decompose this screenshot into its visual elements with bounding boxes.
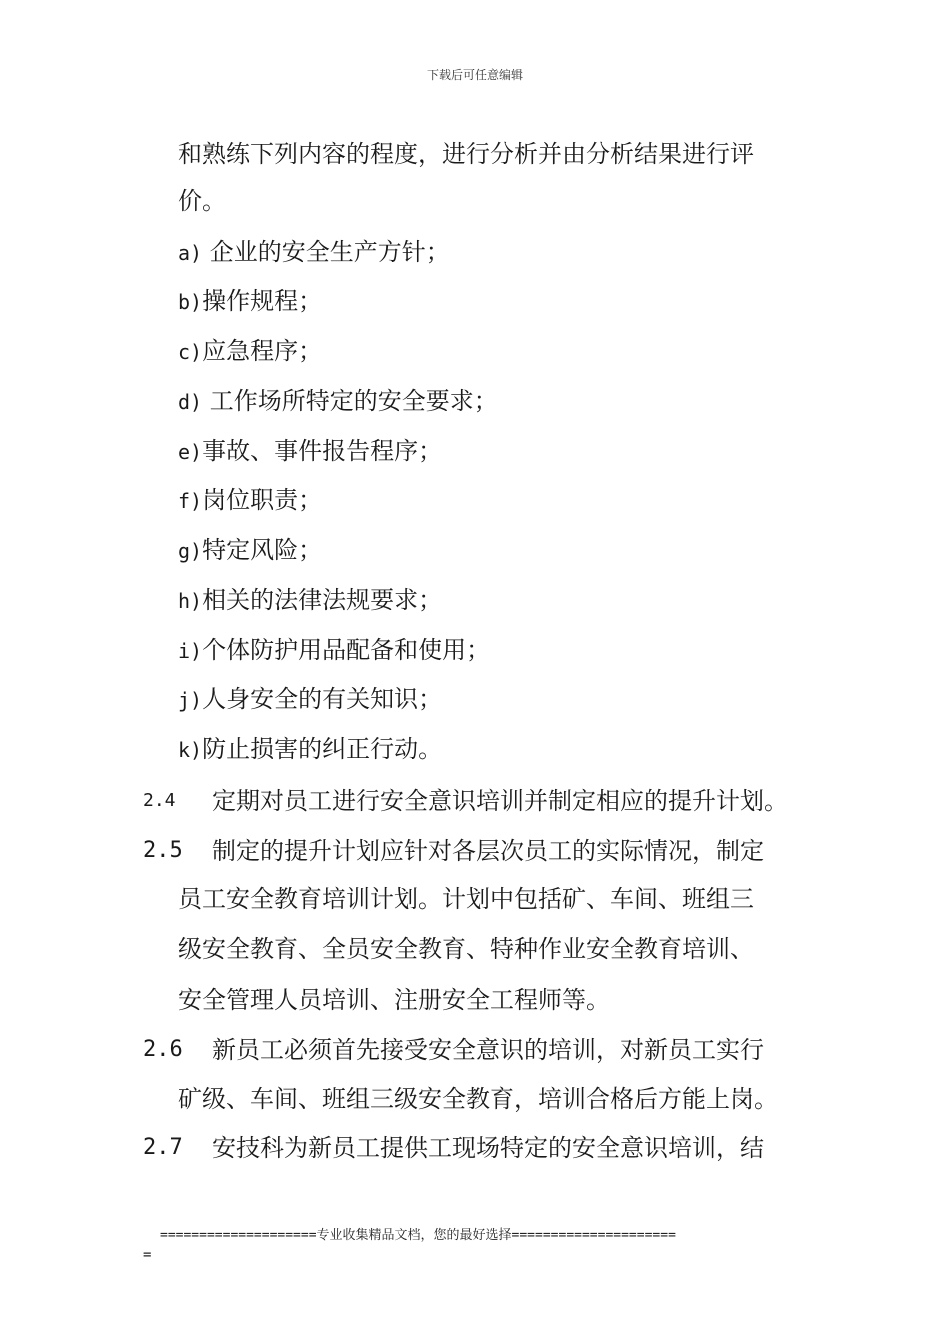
list-item [178,485,322,516]
list-item [178,684,442,715]
item-letter: j) [178,688,203,712]
section-2-4-line-1: 定期对员工进行安全意识培训并制定相应的提升计划。 [212,787,788,815]
list-item [178,286,322,317]
item-text: 事故、事件报告程序； [202,437,443,465]
item-letter: f) [178,489,203,513]
intro-line-2: 价。 [178,187,226,215]
item-letter: c) [178,340,203,364]
list-item [178,734,442,765]
list-item [178,635,490,666]
item-text: 岗位职责； [202,486,323,514]
list-item [178,436,442,467]
item-letter: a) [178,241,203,265]
section-number: 2.5 [143,838,183,863]
intro-line-1: 和熟练下列内容的程度，进行分析并由分析结果进行评 [178,140,754,168]
section-number: 2.7 [143,1135,183,1160]
item-letter: i) [178,639,203,663]
section-2-5-line-1: 制定的提升计划应针对各层次员工的实际情况，制定 [212,837,764,865]
item-letter: e) [178,440,203,464]
item-letter: h) [178,589,203,613]
item-letter: b) [178,290,203,314]
section-number: 2.4 [143,790,176,811]
section-2-7-line-1: 安技科为新员工提供工现场特定的安全意识培训，结 [212,1134,764,1162]
item-text: 工作场所特定的安全要求； [209,387,498,415]
list-item [178,237,450,268]
item-text: 个体防护用品配备和使用； [202,636,491,664]
list-item [178,386,498,417]
page-header: 下载后可任意编辑 [426,68,523,82]
list-item [178,585,442,616]
section-2-6-line-2: 矿级、车间、班组三级安全教育，培训合格后方能上岗。 [178,1085,778,1113]
item-letter: g) [178,539,203,563]
section-number: 2.6 [143,1037,183,1062]
section-2-6-line-1: 新员工必须首先接受安全意识的培训，对新员工实行 [212,1036,764,1064]
item-text: 防止损害的纠正行动。 [202,735,443,763]
item-text: 人身安全的有关知识； [202,685,443,713]
section-2-5-line-2: 员工安全教育培训计划。计划中包括矿、车间、班组三 [178,885,754,913]
footer-line-2: = [143,1247,152,1263]
list-item [178,535,322,566]
item-letter: d) [178,390,203,414]
footer-line-1: ====================专业收集精品文档，您的最好选择===================== [160,1228,676,1243]
item-letter: k) [178,738,203,762]
item-text: 相关的法律法规要求； [202,586,443,614]
item-text: 操作规程； [202,287,323,315]
item-text: 企业的安全生产方针； [209,238,450,266]
section-2-5-line-3: 级安全教育、全员安全教育、特种作业安全教育培训、 [178,935,754,963]
item-text: 应急程序； [202,337,323,365]
list-item [178,336,322,367]
item-text: 特定风险； [202,536,323,564]
section-2-5-line-4: 安全管理人员培训、注册安全工程师等。 [178,986,610,1014]
